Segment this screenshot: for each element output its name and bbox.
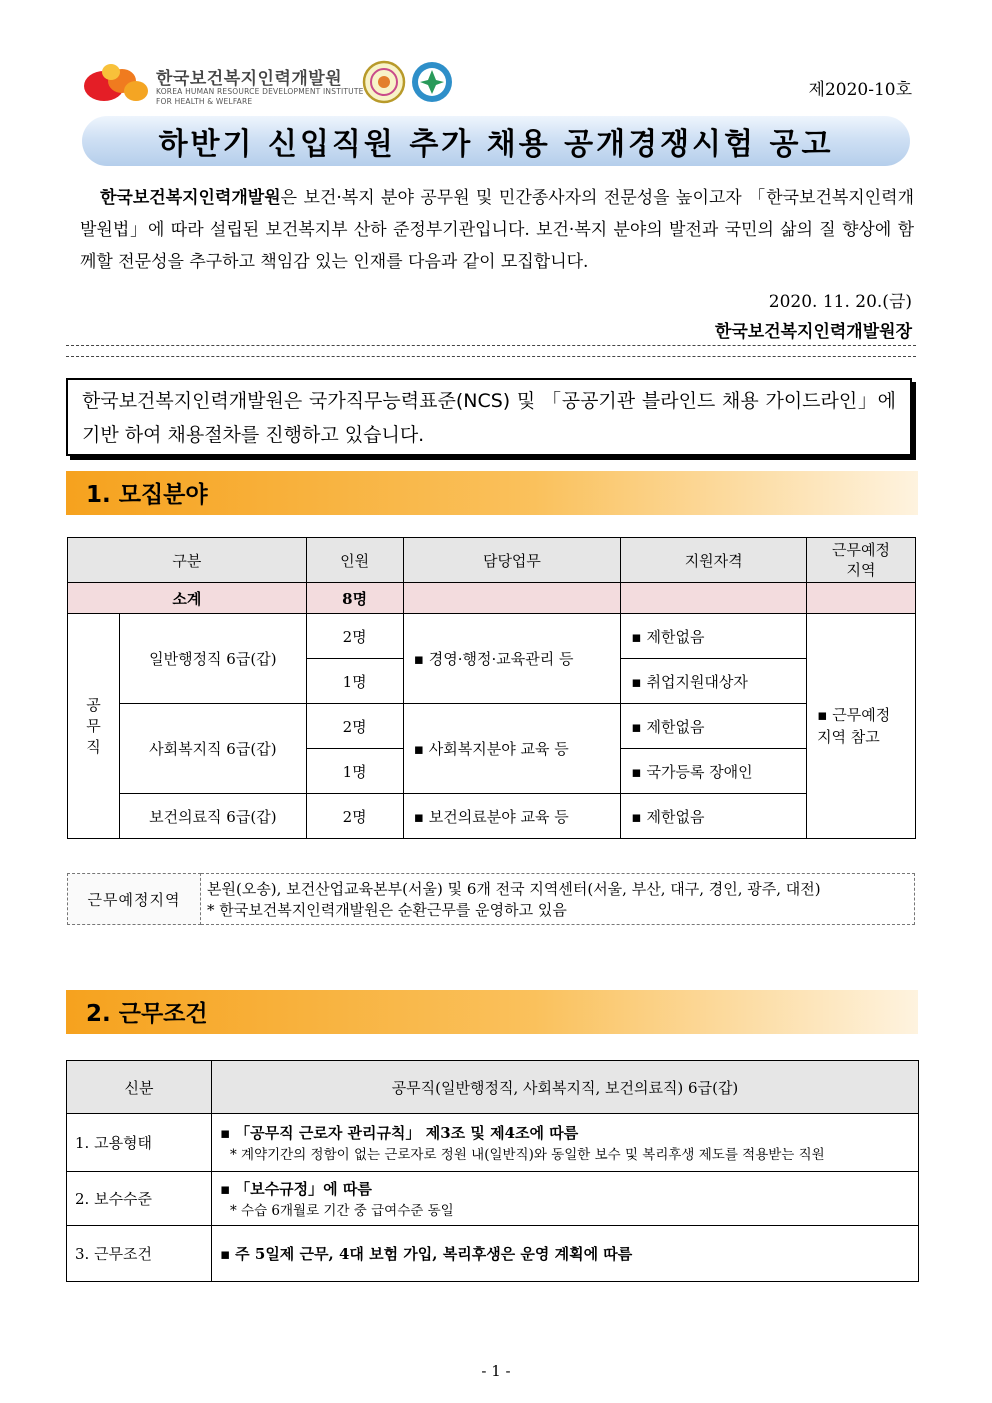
qualification-cell	[621, 704, 807, 749]
condition-main: ▪ 「보수규정」에 따름	[220, 1180, 372, 1198]
region-detail	[201, 874, 915, 925]
header-category: 구분	[68, 538, 307, 583]
section-conditions-header	[66, 990, 918, 1034]
divider	[66, 345, 916, 357]
qualification-text: ▪ 취업지원대상자	[631, 673, 748, 691]
condition-label: 3. 근무조건	[67, 1226, 212, 1282]
count-cell: 1명	[306, 659, 403, 704]
qualification-cell	[621, 659, 807, 704]
page-title: 하반기 신입직원 추가 채용 공개경쟁시험 공고	[158, 127, 834, 162]
qualification-cell	[621, 794, 807, 839]
duty-text: ▪ 경영·행정·교육관리 등	[414, 650, 574, 668]
count-cell: 2명	[306, 794, 403, 839]
section-recruitment-header	[66, 471, 918, 515]
header-positions: 공무직(일반행정직, 사회복지직, 보건의료직) 6급(갑)	[212, 1061, 919, 1114]
section-title: 1. 모집분야	[86, 482, 208, 508]
header-status: 신분	[67, 1061, 212, 1114]
position-social: 사회복지직 6급(갑)	[119, 704, 306, 794]
subtotal-label: 소계	[68, 583, 307, 614]
header-region: 근무예정 지역	[807, 538, 916, 583]
qualification-cell	[621, 749, 807, 794]
header-duty: 담당업무	[403, 538, 621, 583]
group-label: 공 무 직	[68, 614, 120, 839]
count-cell: 2명	[306, 704, 403, 749]
notice-text: 한국보건복지인력개발원은 국가직무능력표준(NCS) 및 「공공기관 블라인드 채용 가이드라인」에 기반 하여 채용절차를 진행하고 있습니다.	[82, 390, 896, 446]
condition-main: ▪ 「공무직 근로자 관리규칙」 제3조 및 제4조에 따름	[220, 1124, 578, 1142]
position-health: 보건의료직 6급(갑)	[119, 794, 306, 839]
condition-label: 2. 보수수준	[67, 1172, 212, 1226]
region-cell	[807, 614, 916, 839]
condition-note: * 계약기간의 정함이 없는 근로자로 정원 내(일반직)와 동일한 보수 및 복리후생 제도를 적용받는 직원	[230, 1147, 825, 1163]
header-count: 인원	[306, 538, 403, 583]
anniversary-seal-icon	[362, 60, 406, 104]
qualification-cell	[621, 614, 807, 659]
subtotal-blank	[403, 583, 621, 614]
kohi-logo-icon	[82, 62, 152, 104]
qualification-text: ▪ 국가등록 장애인	[631, 763, 752, 781]
page-number: - 1 -	[481, 1362, 511, 1380]
welfare-emblem-icon	[410, 60, 454, 104]
org-name-en-2: FOR HEALTH & WELFARE	[156, 97, 253, 106]
notice-box	[66, 378, 912, 456]
position-admin: 일반행정직 6급(갑)	[119, 614, 306, 704]
condition-cell	[212, 1226, 919, 1282]
condition-cell	[212, 1114, 919, 1172]
region-note: ▪ 근무예정 지역 참고	[817, 706, 890, 746]
subtotal-blank	[621, 583, 807, 614]
duty-text: ▪ 사회복지분야 교육 등	[414, 740, 569, 758]
condition-label: 1. 고용형태	[67, 1114, 212, 1172]
duty-text: ▪ 보건의료분야 교육 등	[414, 808, 569, 826]
section-title: 2. 근무조건	[86, 1001, 208, 1027]
qualification-text: ▪ 제한없음	[631, 808, 704, 826]
qualification-text: ▪ 제한없음	[631, 718, 704, 736]
document-number: 제2020-10호	[808, 80, 912, 100]
signatory: 한국보건복지인력개발원장	[714, 322, 912, 342]
org-header	[82, 60, 462, 110]
intro-org-name: 한국보건복지인력개발원	[100, 188, 281, 208]
duty-cell	[403, 704, 621, 794]
header-qualification: 지원자격	[621, 538, 807, 583]
announcement-date: 2020. 11. 20.(금)	[768, 292, 912, 312]
org-name-en: KOREA HUMAN RESOURCE DEVELOPMENT INSTITUTE	[156, 87, 364, 96]
count-cell: 2명	[306, 614, 403, 659]
condition-main: ▪ 주 5일제 근무, 4대 보험 가입, 복리후생은 운영 계획에 따름	[220, 1245, 632, 1263]
subtotal-count: 8명	[306, 583, 403, 614]
condition-cell	[212, 1172, 919, 1226]
subtotal-blank	[807, 583, 916, 614]
work-region-box	[67, 873, 915, 925]
title-banner	[82, 116, 910, 166]
org-name-ko: 한국보건복지인력개발원	[156, 69, 343, 89]
recruitment-table	[67, 537, 916, 839]
region-label: 근무예정지역	[68, 874, 201, 925]
duty-cell	[403, 614, 621, 704]
condition-note: * 수습 6개월로 기간 중 급여수준 동일	[230, 1203, 454, 1219]
count-cell: 1명	[306, 749, 403, 794]
intro-text: 은 보건·복지 분야 공무원 및 민간종사자의 전문성을 높이고자 「한국보건복지인력개발원법」에 따라 설립된 보건복지부 산하 준정부기관입니다. 보건·복지 분야의 발전과 국민의 삶의 질 향상에 함께할 전문성을 추구하고 책임감 있는 인재를 다음과 같이 모집합니다.	[80, 188, 914, 272]
duty-cell	[403, 794, 621, 839]
region-note-line: * 한국보건복지인력개발원은 순환근무를 운영하고 있음	[207, 901, 567, 919]
intro-paragraph	[80, 182, 914, 278]
region-line: 본원(오송), 보건산업교육본부(서울) 및 6개 전국 지역센터(서울, 부산, 대구, 경인, 광주, 대전)	[207, 880, 821, 898]
qualification-text: ▪ 제한없음	[631, 628, 704, 646]
conditions-table	[66, 1060, 919, 1282]
